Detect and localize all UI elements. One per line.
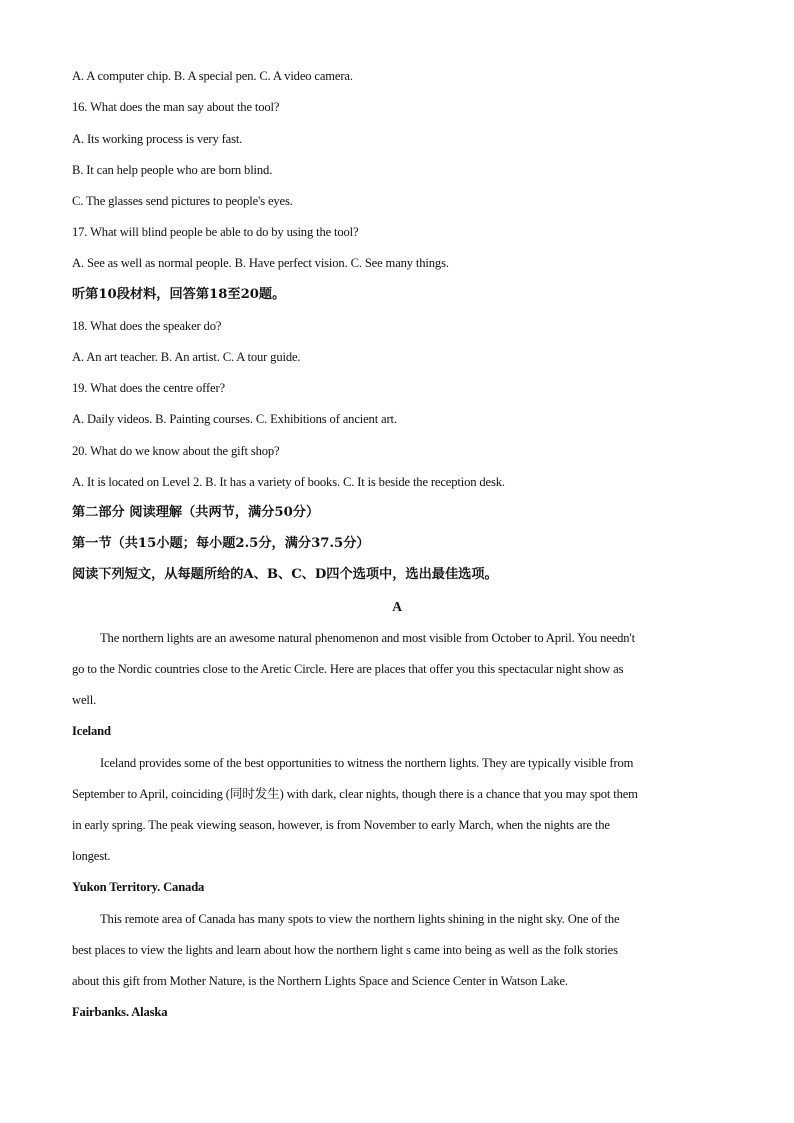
- part-two-title: 第二部分 阅读理解（共两节，满分50分）: [72, 505, 320, 520]
- intro-line-2: go to the Nordic countries close to the Aretic Circle. Here are places that offer you this spectacular night show as: [72, 662, 624, 676]
- iceland-line-2: September to April, coinciding (同时发生) with dark, clear nights, though there is a chance that you may spot them: [72, 787, 638, 801]
- section-one-title: 第一节（共15小题；每小题2.5分，满分37.5分）: [72, 536, 370, 551]
- q17-question: 17. What will blind people be able to do by using the tool?: [72, 225, 359, 239]
- iceland-line-1: Iceland provides some of the best opportunities to witness the northern lights. They are typically visible from: [100, 756, 634, 770]
- q16-question: 16. What does the man say about the tool?: [72, 100, 280, 114]
- passage-label: A: [392, 599, 402, 614]
- yukon-line-3: about this gift from Mother Nature, is the Northern Lights Space and Science Center in Watson Lake.: [72, 974, 568, 988]
- yukon-heading: Yukon Territory. Canada: [72, 880, 205, 894]
- yukon-line-1: This remote area of Canada has many spots to view the northern lights shining in the night sky. One of the: [100, 912, 620, 926]
- yukon-line-2: best places to view the lights and learn about how the northern light s came into being as well as the folk stories: [72, 943, 618, 957]
- reading-instruction: 阅读下列短文，从每题所给的A、B、C、D四个选项中，选出最佳选项。: [72, 567, 498, 582]
- q19-options: A. Daily videos. B. Painting courses. C. Exhibitions of ancient art.: [72, 412, 397, 426]
- q16-option-a: A. Its working process is very fast.: [72, 132, 243, 146]
- intro-line-3: well.: [72, 693, 97, 707]
- section-10-instruction: 听第10段材料，回答第18至20题。: [72, 287, 286, 302]
- q18-options: A. An art teacher. B. An artist. C. A tour guide.: [72, 350, 301, 364]
- q20-options: A. It is located on Level 2. B. It has a variety of books. C. It is beside the reception desk.: [72, 475, 505, 489]
- q19-question: 19. What does the centre offer?: [72, 381, 225, 395]
- q16-option-c: C. The glasses send pictures to people's eyes.: [72, 194, 293, 208]
- q18-question: 18. What does the speaker do?: [72, 319, 222, 333]
- q20-question: 20. What do we know about the gift shop?: [72, 444, 280, 458]
- iceland-line-3: in early spring. The peak viewing season, however, is from November to early March, when the nights are the: [72, 818, 610, 832]
- iceland-heading: Iceland: [72, 724, 111, 738]
- q15-options: A. A computer chip. B. A special pen. C. A video camera.: [72, 69, 353, 83]
- q16-option-b: B. It can help people who are born blind.: [72, 163, 273, 177]
- iceland-line-4: longest.: [72, 849, 111, 863]
- q17-options: A. See as well as normal people. B. Have perfect vision. C. See many things.: [72, 256, 449, 270]
- fairbanks-heading: Fairbanks. Alaska: [72, 1005, 168, 1019]
- intro-line-1: The northern lights are an awesome natural phenomenon and most visible from October to April. You needn't: [100, 631, 635, 645]
